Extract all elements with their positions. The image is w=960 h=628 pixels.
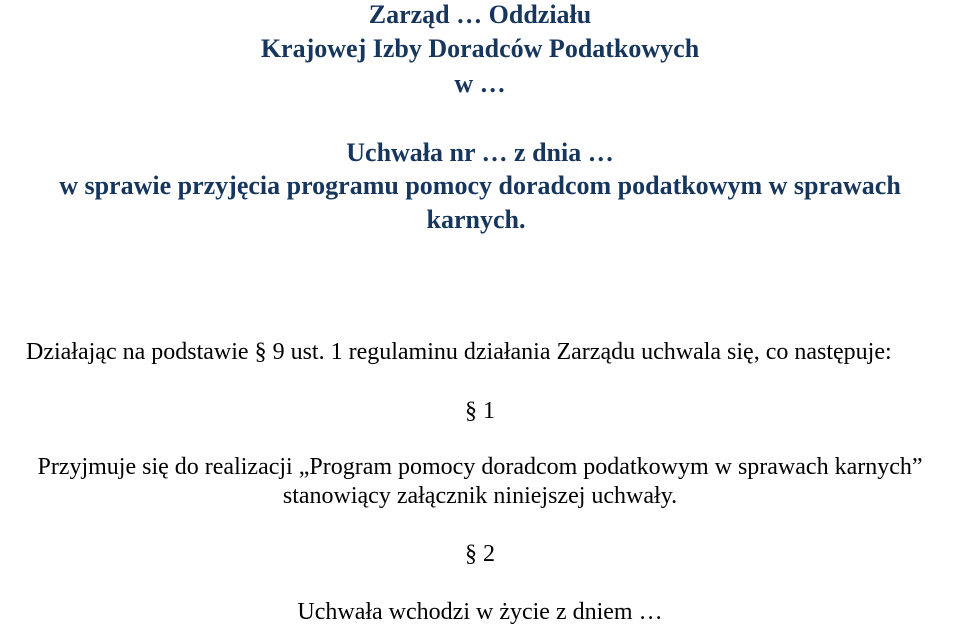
resolution-subject-line-1: w sprawie przyjęcia programu pomocy doradcom podatkowym w sprawach xyxy=(59,171,901,200)
location-heading: w … xyxy=(454,69,506,98)
preamble-text: Działając na podstawie § 9 ust. 1 regulaminu działania Zarządu uchwala się, co następuje: xyxy=(26,339,892,365)
section-2-heading: § 2 xyxy=(465,541,495,567)
section-1-heading: § 1 xyxy=(465,398,495,424)
section-1-text-line-2: stanowiący załącznik niniejszej uchwały. xyxy=(282,483,678,509)
branch-board-heading: Zarząd … Oddziału xyxy=(368,0,592,29)
resolution-title: Uchwała nr … z dnia … xyxy=(346,138,614,167)
chamber-name-heading: Krajowej Izby Doradców Podatkowych xyxy=(260,34,700,63)
section-2-text: Uchwała wchodzi w życie z dniem … xyxy=(297,599,663,625)
section-1-text-line-1: Przyjmuje się do realizacji „Program pomocy doradcom podatkowym w sprawach karnych” xyxy=(37,454,923,480)
resolution-subject-line-2: karnych. xyxy=(426,205,526,234)
